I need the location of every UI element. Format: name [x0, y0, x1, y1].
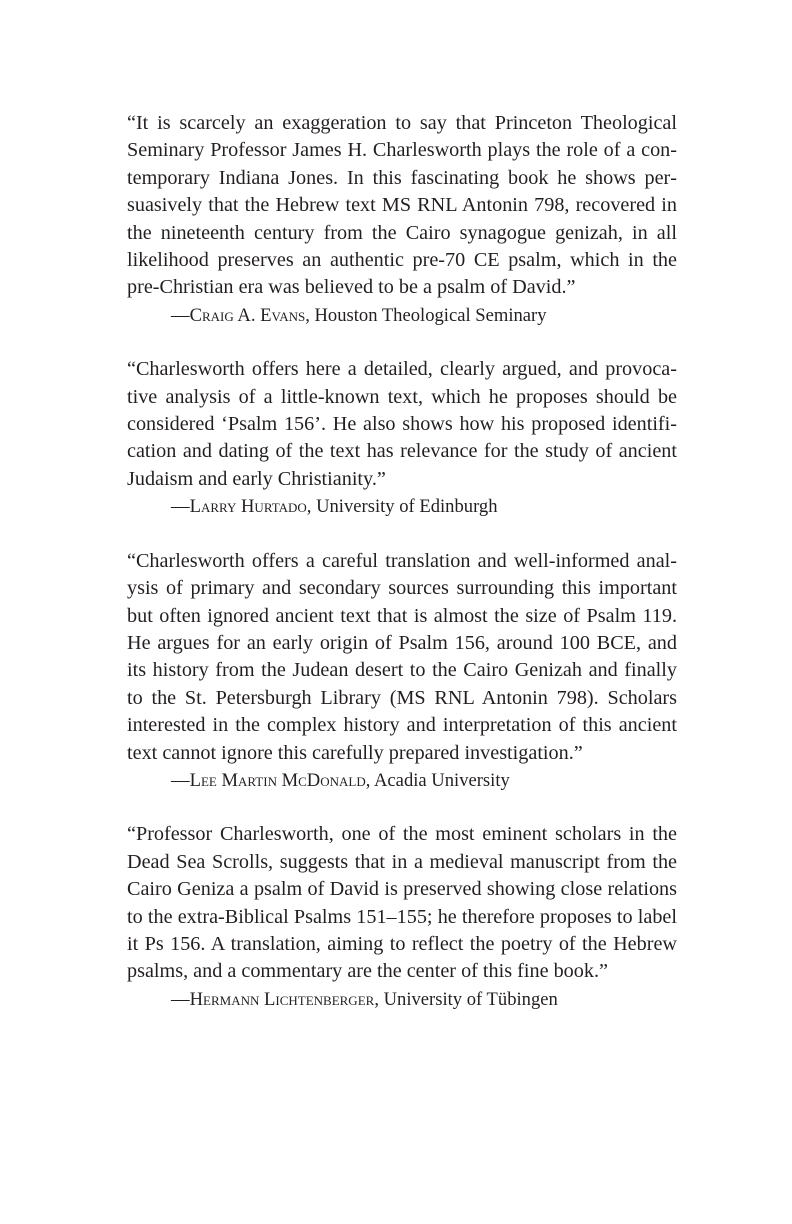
attribution-dash: — — [171, 496, 190, 518]
endorsement-attribution — [127, 767, 677, 794]
attribution-dash: — — [171, 304, 190, 326]
endorsement-attribution — [127, 986, 677, 1013]
attribution-dash: — — [171, 769, 190, 791]
endorsement-attribution — [127, 493, 677, 520]
endorser-affiliation: , Acadia University — [365, 769, 510, 791]
endorsement-quote: “Charlesworth offers a careful translation and well-informed analysis of primary and secondary sources surrounding this important but often ignored ancient text that is almost the size of Psalm 119. He argues for an early origin of Psalm 156, around 100 BCE, and its history from the Judean desert to the Cairo Genizah and finally to the St. Petersburgh Library (MS RNL Antonin 798). Scholars interested in the complex history and interpretation of this ancient text cannot ignore this carefully prepared investigation.” — [127, 549, 677, 764]
attribution-dash: — — [171, 988, 190, 1010]
endorsement-quote: “Professor Charlesworth, one of the most eminent scholars in the Dead Sea Scrolls, suggests that in a medieval manuscript from the Cairo Geniza a psalm of David is preserved showing close relations to the extra-Biblical Psalms 151–155; he therefore proposes to label it Ps 156. A translation, aiming to reflect the poetry of the Hebrew psalms, and a commentary are the center of this fine book.” — [127, 823, 677, 983]
endorser-affiliation: , Houston Theological Seminary — [305, 304, 547, 326]
endorsement — [127, 356, 677, 520]
endorsement — [127, 110, 677, 329]
endorsement-quote: “It is scarcely an exaggeration to say that Princeton Theological Seminary Professor James H. Charlesworth plays the role of a contemporary Indiana Jones. In this fascinating book he shows persuasively that the Hebrew text MS RNL Antonin 798, recovered in the nineteenth century from the Cairo synagogue genizah, in all likelihood preserves an authentic pre-70 CE psalm, which in the pre-Christian era was believed to be a psalm of David.” — [127, 112, 677, 299]
endorsement-quote: “Charlesworth offers here a detailed, clearly argued, and provocative analysis of a little-known text, which he proposes should be considered ‘Psalm 156’. He also shows how his proposed identification and dating of the text has relevance for the study of ancient Judaism and early Christianity.” — [127, 358, 677, 490]
endorser-name: Craig A. Evans — [189, 304, 306, 326]
endorsement-attribution — [127, 302, 677, 329]
endorser-affiliation: , University of Tübingen — [374, 988, 558, 1010]
endorsement — [127, 548, 677, 795]
endorser-name: Larry Hurtado — [189, 496, 307, 518]
endorser-affiliation: , University of Edinburgh — [306, 496, 498, 518]
endorser-name: Lee Martin McDonald — [189, 769, 366, 791]
endorsements-page — [127, 110, 677, 1040]
endorser-name: Hermann Lichtenberger — [189, 988, 375, 1010]
endorsement — [127, 821, 677, 1013]
